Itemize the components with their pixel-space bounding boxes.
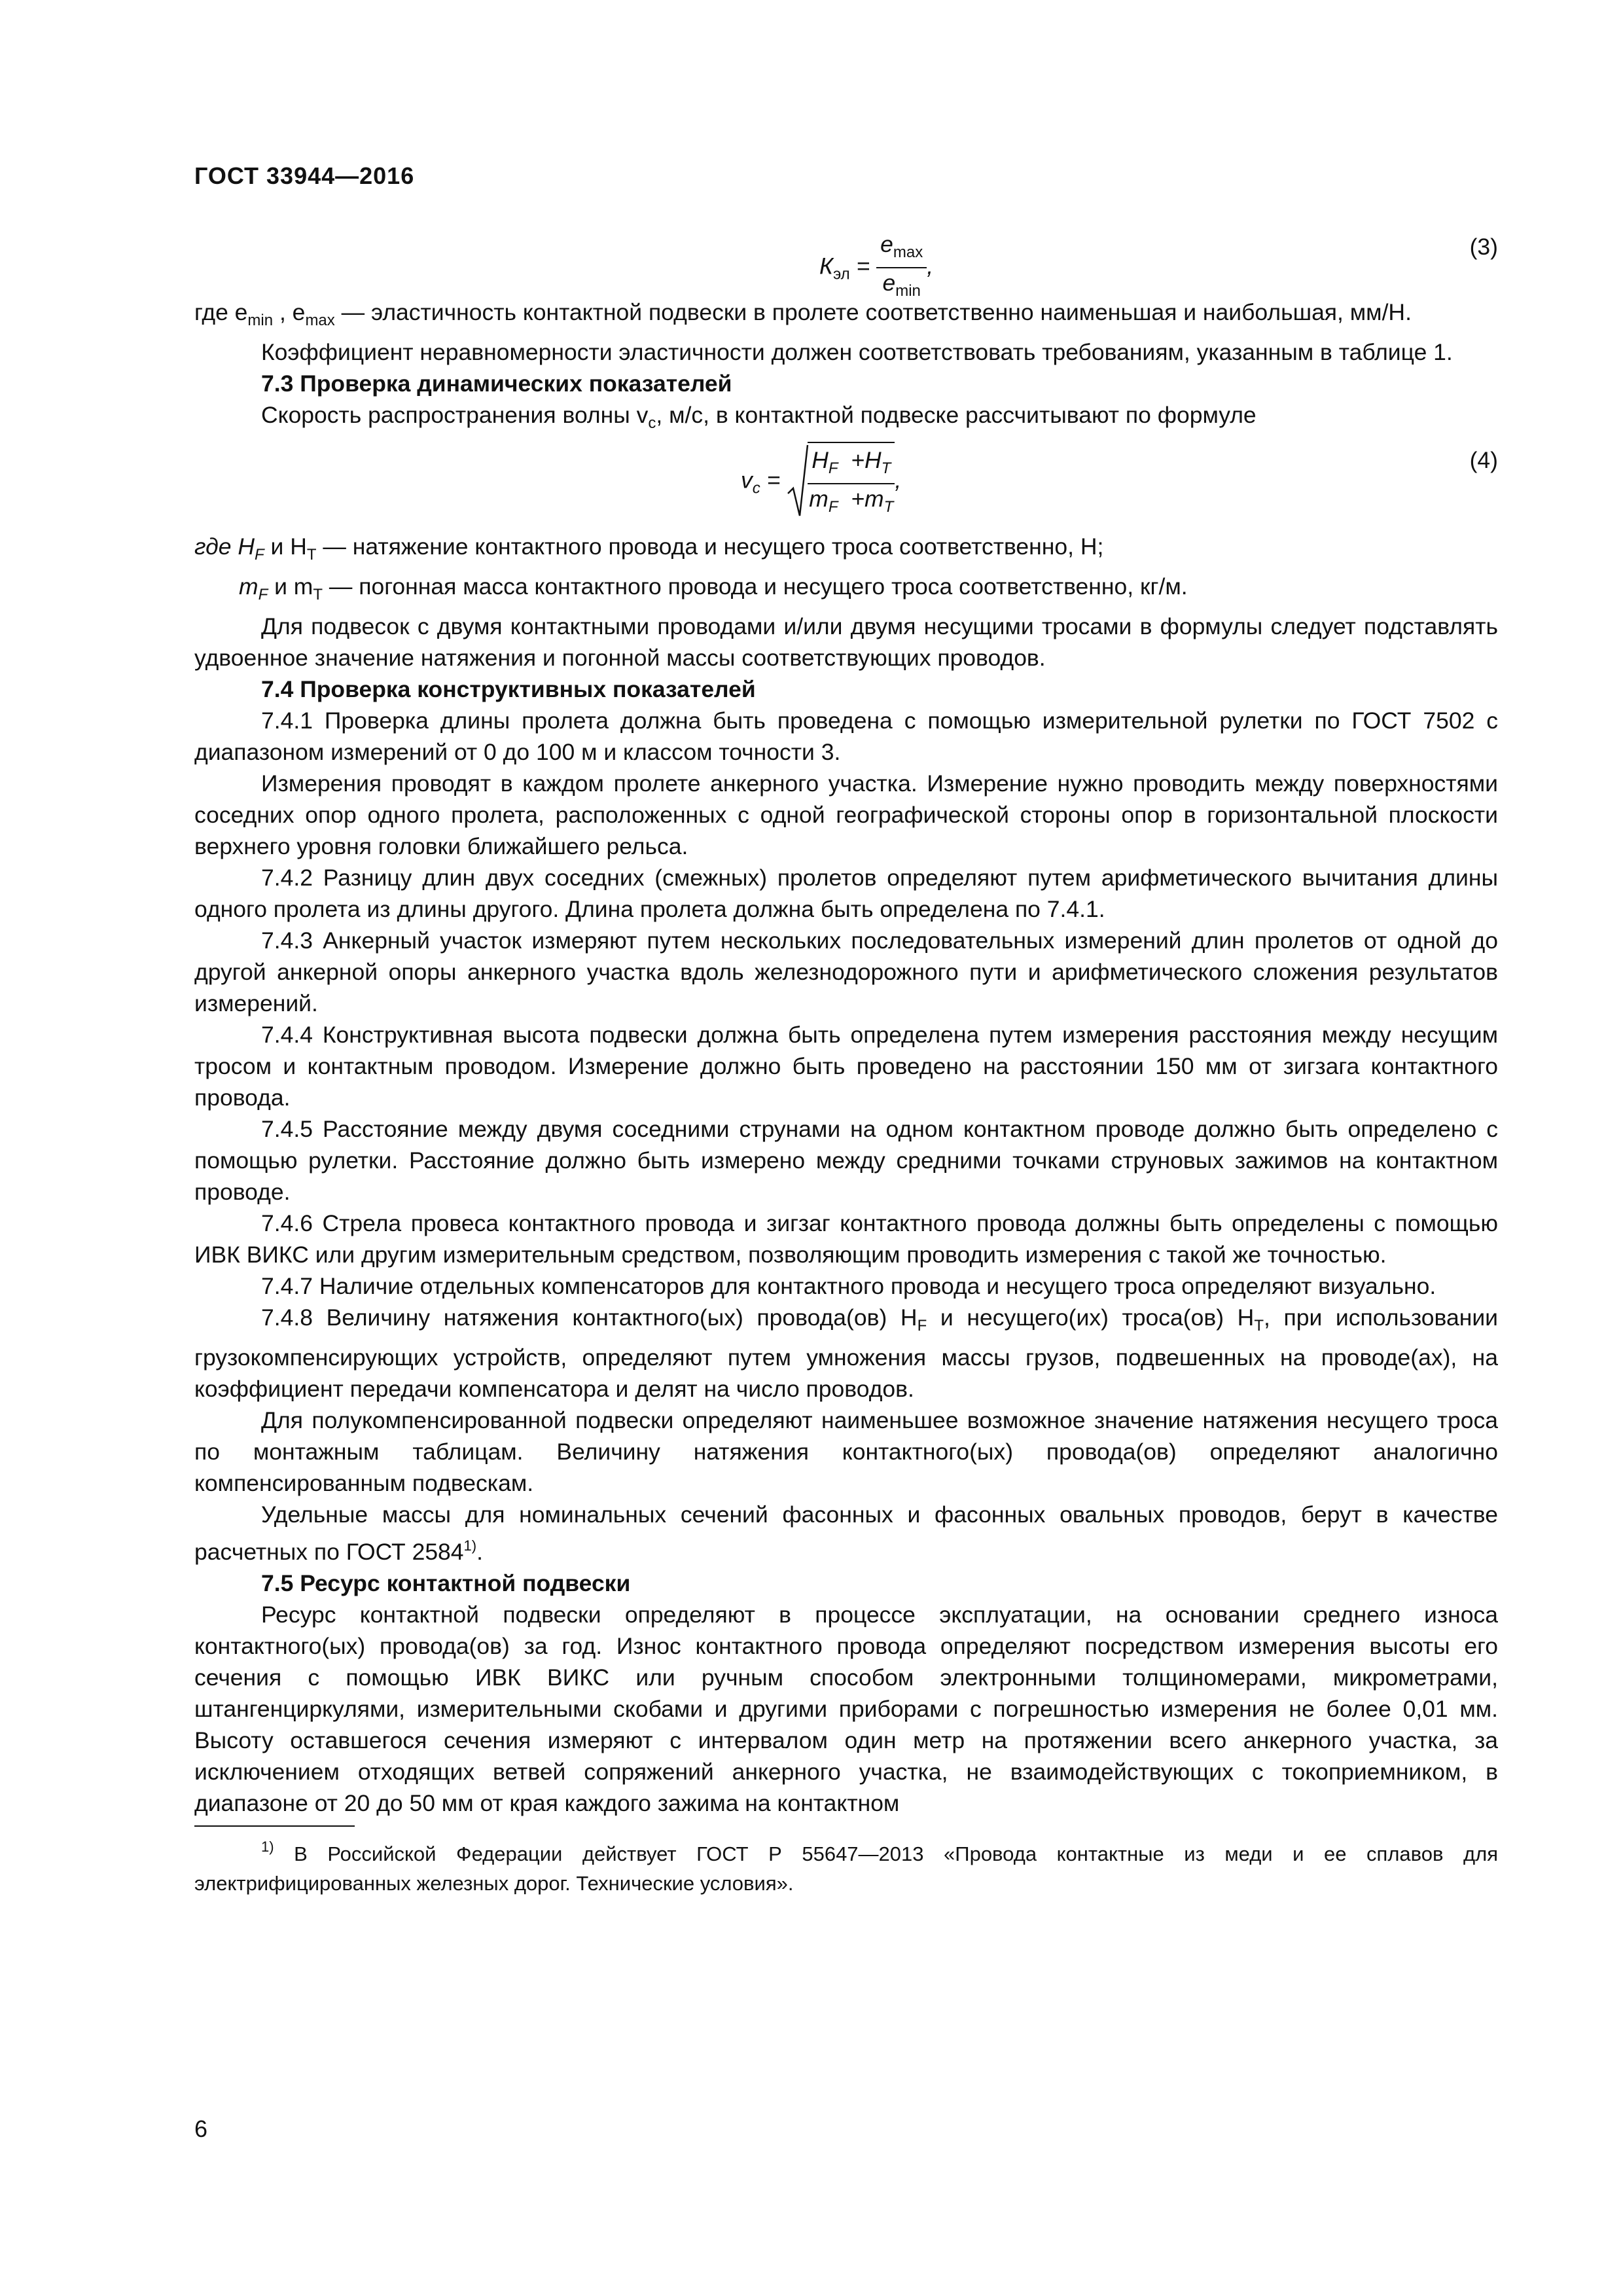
paragraph: Коэффициент неравномерности эластичности должен соответствовать требованиям, указанным в таблице 1.: [261, 339, 1453, 365]
footnote-reference[interactable]: 1): [463, 1537, 477, 1554]
formula-3-fraction: $\frac{e_{max}}{e_{min}}$: [876, 230, 927, 306]
formula-4-expression: $v_c$ = $\frac{H_F +H_T}{m_F +m_T}$ ,: [741, 442, 901, 522]
clause-7-4-8: 7.4.8 Величину натяжения контактного(ых) провода(ов) $H_F$ и несущего(их) троса(ов) $H_T$, при использовании грузокомпенсирующих устройств, определяют путем умножения массы грузов, подвешенных на проводе(ах), на коэффициент передачи компенсатора и делят на число проводов.: [194, 1304, 1498, 1402]
paragraph: Для подвесок с двумя контактными проводами и/или двумя несущими тросами в формулы следует подставлять удвоенное значение натяжения и погонной массы соответствующих проводов.: [194, 613, 1498, 671]
clause-7-4-3: 7.4.3 Анкерный участок измеряют путем нескольких последовательных измерений длин пролетов от одной до другой анкерной опоры анкерного участка вдоль железнодорожного пути и арифметического сложения результатов измерений.: [194, 927, 1498, 1016]
clause-7-4-2: 7.4.2 Разницу длин двух соседних (смежных) пролетов определяют путем арифметического вычитания длины одного пролета из длины другого. Длина пролета должна быть определена по 7.4.1.: [194, 865, 1498, 922]
mf-mt-definition: $m_F$ и $m_T$ — погонная масса контактного провода и несущего троса соответственно, кг/м.: [239, 573, 1188, 603]
paragraph: Измерения проводят в каждом пролете анкерного участка. Измерение нужно проводить между поверхностями соседних опор одного пролета, расположенных с одной географической стороны опор в горизонтальной плоскости верхнего уровня головки ближайшего рельса.: [194, 770, 1498, 859]
square-root-sign: [787, 442, 809, 521]
formula-4-number: (4): [1469, 447, 1498, 473]
hf-ht-definition: где $H_F$ и $H_T$ — натяжение контактного провода и несущего троса соответственно, Н;: [194, 533, 1104, 564]
clause-7-4-1: 7.4.1 Проверка длины пролета должна быть проведена с помощью измерительной рулетки по ГОСТ 7502 с диапазоном измерений от 0 до 100 м и классом точности 3.: [194, 708, 1498, 765]
clause-7-4-6: 7.4.6 Стрела провеса контактного провода и зигзаг контактного провода должны быть определены с помощью ИВК ВИКС или другим измерительным средством, позволяющим проводить измерения с такой же точностью.: [194, 1210, 1498, 1268]
clause-7-4-7: 7.4.7 Наличие отдельных компенсаторов для контактного провода и несущего троса определяют визуально.: [261, 1273, 1436, 1299]
section-heading-7-3: 7.3 Проверка динамических показателей: [261, 370, 732, 397]
section-heading-7-5: 7.5 Ресурс контактной подвески: [261, 1570, 631, 1596]
paragraph: Ресурс контактной подвески определяют в процессе эксплуатации, на основании среднего износа контактного(ых) провода(ов) за год. Износ контактного провода определяют посредством измерения высоты его сечения с помощью ИВК ВИКС или ручным способом электронными толщиномерами, микрометрами, штангенциркулями, измерительными скобами и другими приборами с погрешностью измерения не более 0,01 мм. Высоту оставшегося сечения измеряют с интервалом один метр на протяжении всего анкерного участка, за исключением отходящих ветвей сопряжений анкерного участка, не взаимодействующих с токоприемником, в диапазоне от 20 до 50 мм от края каждого зажима на контактном: [194, 1602, 1498, 1816]
document-body: [194, 226, 1498, 1898]
clause-7-4-5: 7.4.5 Расстояние между двумя соседними струнами на одном контактном проводе должно быть определено с помощью рулетки. Расстояние должно быть измерено между средними точками струновых зажимов на контактном проводе.: [194, 1116, 1498, 1205]
footnote: $^{1)}$ В Российской Федерации действует ГОСТ Р 55647—2013 «Провода контактные из меди и ее сплавов для электрифицированных железных дорог. Технические условия».: [194, 1839, 1498, 1895]
formula-3-number: (3): [1469, 234, 1498, 260]
footnote-separator: [194, 1825, 355, 1827]
document-header: ГОСТ 33944—2016: [194, 162, 415, 189]
paragraph: Для полукомпенсированной подвески определяют наименьшее возможное значение натяжения несущего троса по монтажным таблицам. Величину натяжения контактного(ых) провода(ов) определяют аналогично компенсированным подвескам.: [194, 1407, 1498, 1496]
page-number: 6: [194, 2115, 208, 2142]
paragraph: Удельные массы для номинальных сечений фасонных и фасонных овальных проводов, берут в качестве расчетных по ГОСТ 2584$^{1)}$.: [194, 1501, 1498, 1565]
section-heading-7-4: 7.4 Проверка конструктивных показателей: [261, 676, 756, 702]
formula-3: [194, 226, 1498, 300]
formula-3-expression: $К_{эл}$ = $\frac{e_{max}}{e_{min}}$ ,: [819, 230, 933, 306]
clause-7-4-4: 7.4.4 Конструктивная высота подвески должна быть определена путем измерения расстояния между несущим тросом и контактным проводом. Измерение должно быть проведено на расстоянии 150 мм от зигзага контактного провода.: [194, 1022, 1498, 1111]
formula-4: [194, 439, 1498, 531]
emin-emax-definition: где $e_{min}$ , $e_{max}$ — эластичность контактной подвески в пролете соответственно наименьшая и наибольшая, мм/Н.: [194, 299, 1412, 329]
formula-4-fraction: $\frac{H_F +H_T}{m_F +m_T}$: [808, 442, 895, 522]
paragraph: Скорость распространения волны $v_c$, м/с, в контактной подвеске рассчитывают по формуле: [261, 402, 1257, 432]
